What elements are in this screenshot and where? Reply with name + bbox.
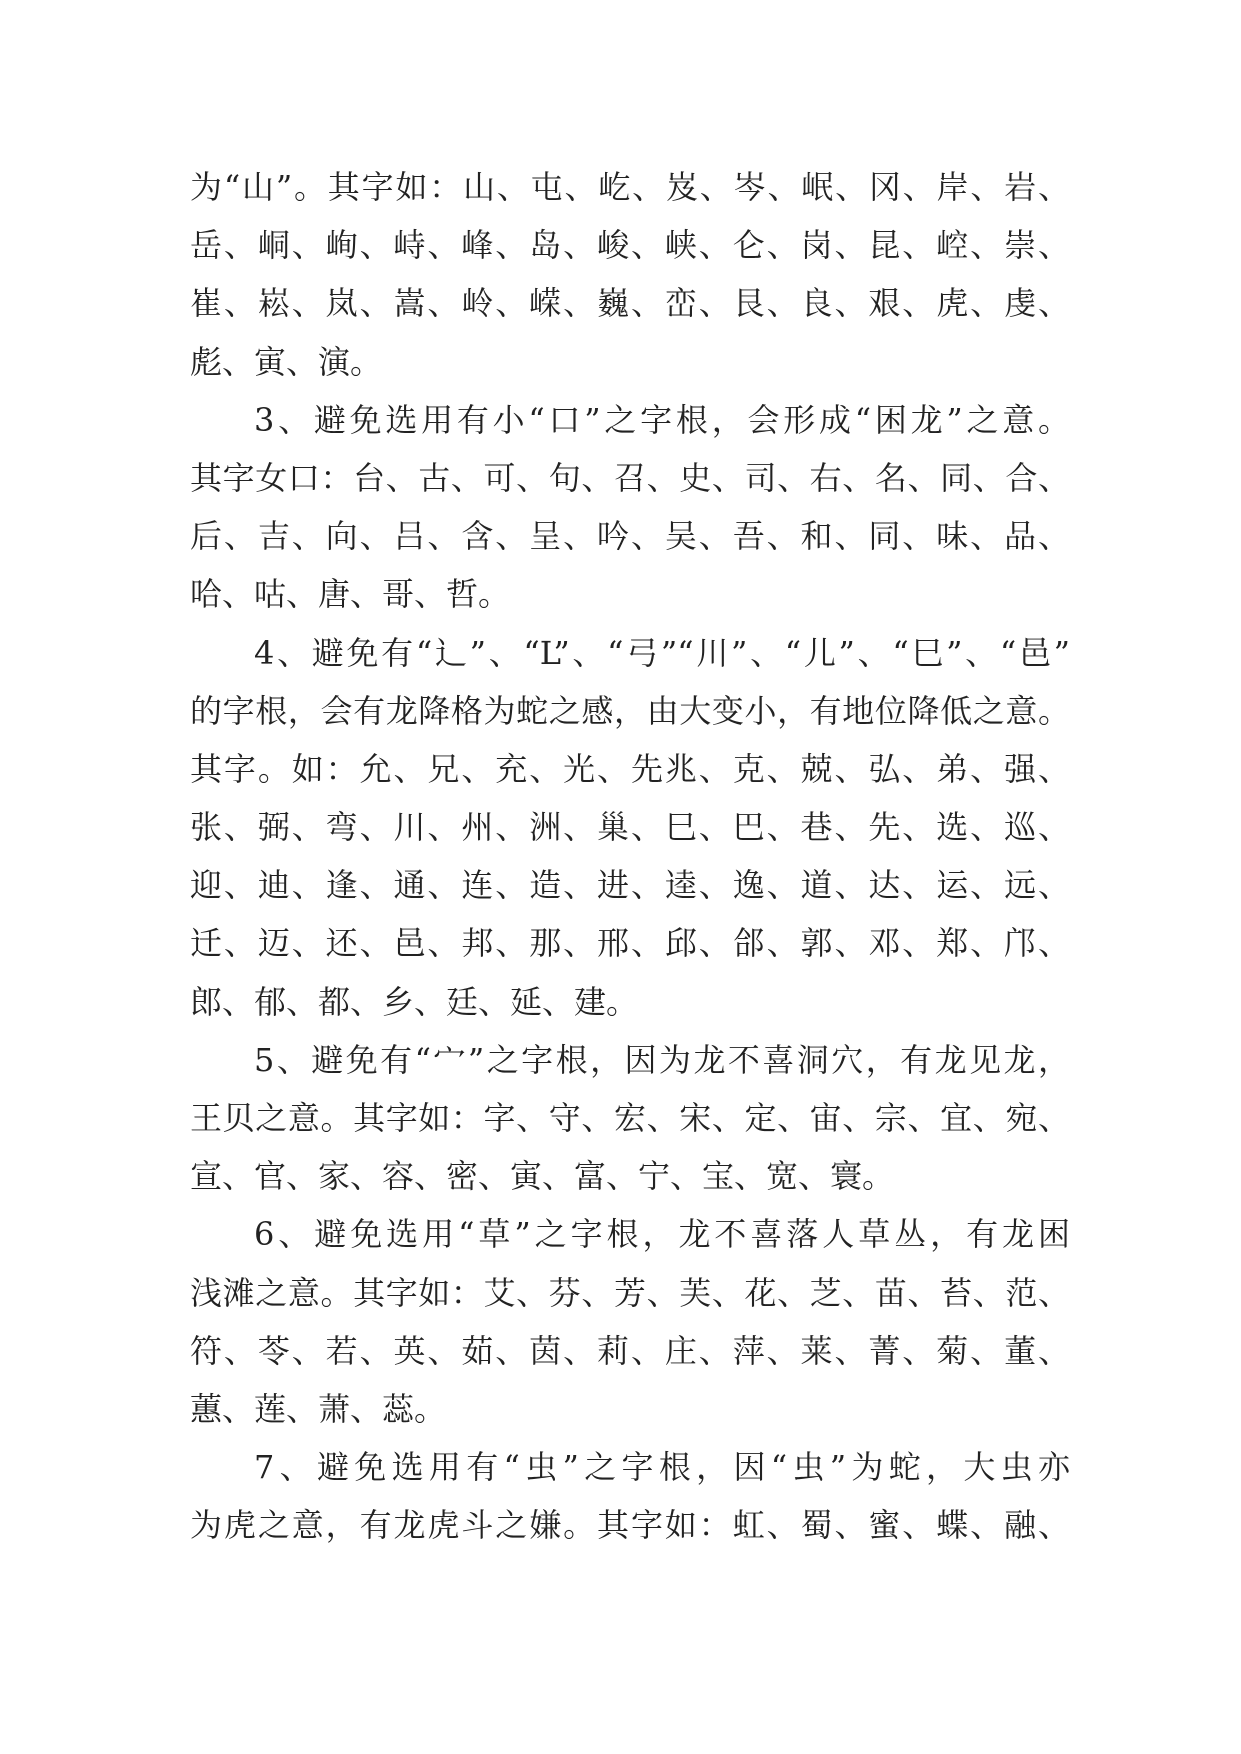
paragraph-7-first-line: 7、避免选用有“虫”之字根，因“虫”为蛇，大虫亦	[254, 1448, 1070, 1487]
text-line: 彪、寅、演。	[190, 342, 383, 381]
paragraph-6-first-line: 6、避免选用“草”之字根，龙不喜落人草丛，有龙困	[254, 1215, 1070, 1254]
text-line: 其字女口：台、古、可、句、召、史、司、右、名、同、合、	[190, 458, 1070, 497]
paragraph-3-first-line: 3、避免选用有小“口”之字根，会形成“困龙”之意。	[254, 400, 1070, 439]
text-line: 迎、迪、逢、通、连、造、进、逵、逸、道、达、运、远、	[190, 866, 1070, 905]
text-line: 张、弼、弯、川、州、洲、巢、巳、巴、巷、先、选、巡、	[190, 808, 1070, 847]
text-line: 岳、峒、峋、峙、峰、岛、峻、峡、仑、岗、昆、崆、崇、	[190, 226, 1070, 265]
text-line: 蕙、莲、萧、蕊。	[190, 1389, 447, 1428]
text-line: 为“山”。其字如：山、屯、屹、岌、岑、岷、冈、岸、岩、	[190, 168, 1070, 206]
text-line: 的字根，会有龙降格为蛇之感，由大变小，有地位降低之意。	[190, 691, 1070, 730]
text-line: 王贝之意。其字如：字、守、宏、宋、定、宙、宗、宜、宛、	[190, 1099, 1070, 1137]
text-line: 符、苓、若、英、茹、茵、莉、庄、萍、莱、菁、菊、董、	[190, 1331, 1070, 1370]
body-text	[190, 158, 1070, 1555]
paragraph-5-first-line: 5、避免有“宀”之字根，因为龙不喜洞穴，有龙见龙，	[254, 1040, 1070, 1079]
text-line: 后、吉、向、吕、含、呈、吟、吴、吾、和、同、味、品、	[190, 517, 1070, 556]
text-line: 崔、崧、岚、嵩、岭、嵘、巍、峦、艮、良、艰、虎、虔、	[190, 284, 1070, 323]
text-line: 浅滩之意。其字如：艾、芬、芳、芙、花、芝、苗、苔、范、	[190, 1273, 1070, 1312]
paragraph-4-first-line: 4、避免有“辶”、“L”、“弓”“川”、“儿”、“巳”、“邑”	[254, 633, 1070, 672]
text-line: 宣、官、家、容、密、寅、富、宁、宝、宽、寰。	[190, 1157, 895, 1196]
text-line: 为虎之意，有龙虎斗之嫌。其字如：虹、蜀、蜜、蝶、融、	[190, 1506, 1070, 1545]
text-line: 其字。如：允、兄、充、光、先兆、克、兢、弘、弟、强、	[190, 749, 1070, 788]
text-line: 哈、咕、唐、哥、哲。	[190, 575, 511, 614]
text-line: 迁、迈、还、邑、邦、那、邢、邱、郃、郭、邓、郑、邝、	[190, 924, 1070, 963]
text-line: 郎、郁、都、乡、廷、延、建。	[190, 982, 639, 1021]
